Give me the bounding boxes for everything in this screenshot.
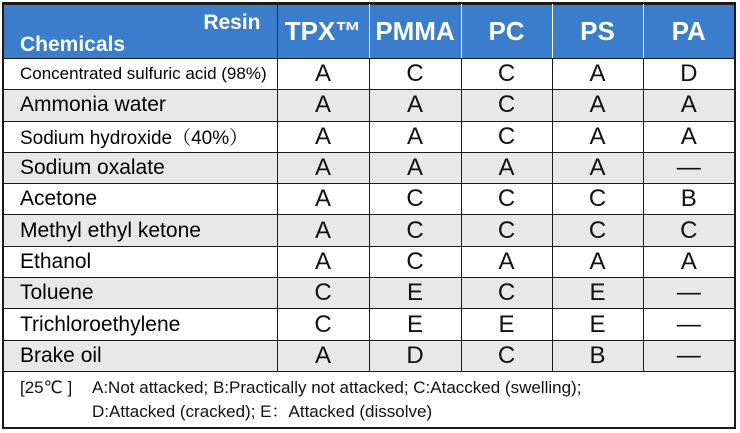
- chemical-name: Methyl ethyl ketone: [4, 215, 277, 246]
- table-row: [4, 184, 734, 215]
- rating-cell: C: [277, 278, 369, 309]
- rating-cell: A: [277, 90, 369, 121]
- legend-temperature: [25℃ ]: [20, 378, 73, 397]
- rating-cell: A: [643, 90, 734, 121]
- chemical-name: Sodium hydroxide（40%）: [4, 121, 277, 152]
- header-row: [4, 5, 734, 59]
- rating-cell: E: [369, 278, 461, 309]
- table-body: [4, 59, 734, 372]
- rating-cell: C: [461, 90, 552, 121]
- rating-cell: D: [369, 340, 461, 371]
- chemical-name: Brake oil: [4, 340, 277, 371]
- rating-cell: C: [369, 215, 461, 246]
- rating-cell: C: [552, 184, 643, 215]
- rating-cell: E: [369, 309, 461, 340]
- rating-cell: A: [277, 121, 369, 152]
- rating-cell: C: [461, 278, 552, 309]
- chemical-name: Ammonia water: [4, 90, 277, 121]
- rating-cell: A: [277, 59, 369, 90]
- material-header-pa: PA: [643, 5, 734, 59]
- rating-cell: —: [643, 278, 734, 309]
- rating-cell: C: [277, 309, 369, 340]
- rating-cell: E: [552, 278, 643, 309]
- rating-cell: —: [643, 340, 734, 371]
- chemical-name: Concentrated sulfuric acid (98%): [4, 59, 277, 90]
- chemical-name: Toluene: [4, 278, 277, 309]
- legend-text-2: D:Attacked (cracked); E：Attacked (dissolve): [92, 402, 433, 421]
- rating-cell: E: [552, 309, 643, 340]
- table-row: [4, 278, 734, 309]
- table-row: [4, 309, 734, 340]
- rating-cell: A: [643, 246, 734, 277]
- table-row: [4, 121, 734, 152]
- rating-cell: —: [643, 152, 734, 183]
- rating-cell: C: [369, 184, 461, 215]
- rating-cell: A: [461, 246, 552, 277]
- material-header-pmma: PMMA: [369, 5, 461, 59]
- rating-cell: C: [461, 340, 552, 371]
- table-row: [4, 215, 734, 246]
- rating-cell: A: [552, 121, 643, 152]
- material-header-pc: PC: [461, 5, 552, 59]
- legend-line-1: [20, 376, 720, 400]
- rating-cell: A: [277, 152, 369, 183]
- legend-text-1: A:Not attacked; B:Practically not attacked; C:Ataccked (swelling);: [92, 378, 582, 397]
- rating-cell: A: [461, 152, 552, 183]
- rating-cell: A: [552, 59, 643, 90]
- rating-cell: —: [643, 309, 734, 340]
- rating-cell: C: [461, 215, 552, 246]
- rating-cell: A: [369, 121, 461, 152]
- rating-cell: A: [277, 184, 369, 215]
- rating-cell: A: [369, 152, 461, 183]
- chemical-name: Trichloroethylene: [4, 309, 277, 340]
- rating-cell: A: [552, 246, 643, 277]
- table-row: [4, 59, 734, 90]
- rating-cell: A: [552, 152, 643, 183]
- rating-cell: C: [461, 121, 552, 152]
- legend: [20, 376, 720, 424]
- rating-cell: B: [552, 340, 643, 371]
- chemical-resistance-panel: [2, 2, 736, 429]
- rating-cell: A: [277, 246, 369, 277]
- corner-header: [4, 5, 277, 59]
- rating-cell: C: [461, 184, 552, 215]
- rating-cell: A: [369, 90, 461, 121]
- rating-cell: C: [369, 246, 461, 277]
- chemical-resistance-table: [4, 4, 734, 372]
- table-row: [4, 246, 734, 277]
- chemical-name: Ethanol: [4, 246, 277, 277]
- table-row: [4, 152, 734, 183]
- rating-cell: C: [643, 215, 734, 246]
- rating-cell: C: [461, 59, 552, 90]
- rating-cell: A: [552, 90, 643, 121]
- rating-cell: C: [552, 215, 643, 246]
- rating-cell: D: [643, 59, 734, 90]
- chemicals-label: Chemicals: [20, 33, 126, 56]
- rating-cell: B: [643, 184, 734, 215]
- table-row: [4, 90, 734, 121]
- rating-cell: A: [277, 215, 369, 246]
- rating-cell: C: [369, 59, 461, 90]
- material-header-ps: PS: [552, 5, 643, 59]
- chemical-name: Acetone: [4, 184, 277, 215]
- rating-cell: A: [643, 121, 734, 152]
- rating-cell: E: [461, 309, 552, 340]
- table-row: [4, 340, 734, 371]
- chemical-name: Sodium oxalate: [4, 152, 277, 183]
- resin-label: Resin: [203, 11, 261, 34]
- material-header-tpx: TPX™: [277, 5, 369, 59]
- rating-cell: A: [277, 340, 369, 371]
